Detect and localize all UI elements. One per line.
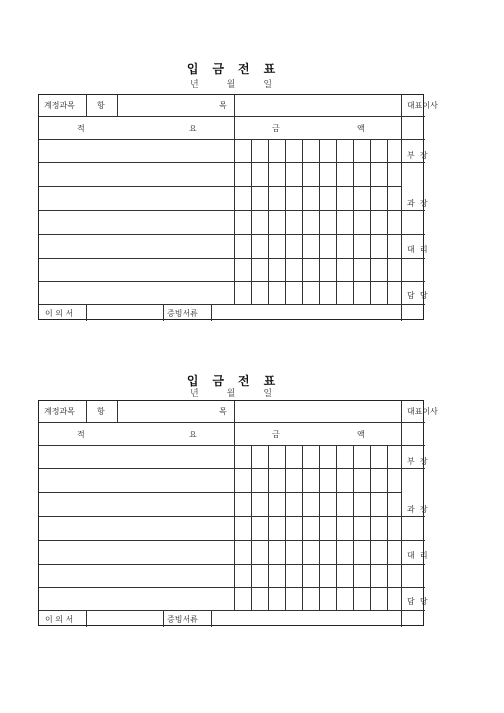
summary-label-left: 적: [77, 430, 85, 439]
approval-deputy: 대 리: [407, 551, 428, 560]
amount-label-left: 금: [272, 430, 280, 439]
sub-item-label: 목: [219, 407, 227, 416]
amount-label-right: 액: [357, 124, 365, 133]
approval-staff: 담 당: [407, 291, 428, 300]
amount-label-left: 금: [272, 124, 280, 133]
sub-item-label: 목: [219, 101, 227, 110]
account-label: 계정과목: [44, 101, 75, 110]
summary-label-left: 적: [77, 124, 85, 133]
slip-title: 입 금 전 표: [186, 62, 276, 76]
slip-date: 년 월 일: [189, 80, 273, 90]
slip-table: [38, 94, 438, 320]
summary-label-right: 요: [189, 124, 197, 133]
approval-dept-head: 부 장: [407, 151, 428, 160]
approval-dept-head: 부 장: [407, 457, 428, 466]
approval-ceo: 대표이사: [407, 101, 438, 110]
approval-ceo: 대표이사: [407, 407, 438, 416]
approval-staff: 담 당: [407, 597, 428, 606]
approval-deputy: 대 리: [407, 245, 428, 254]
slip-table: [38, 400, 438, 626]
approval-section-chief: 과 장: [407, 505, 428, 514]
account-label: 계정과목: [44, 407, 75, 416]
origin-label: 이 의 서: [45, 309, 74, 318]
summary-label-right: 요: [189, 430, 197, 439]
evidence-label: 증빙서류: [167, 309, 198, 318]
origin-label: 이 의 서: [45, 615, 74, 624]
approval-section-chief: 과 장: [407, 199, 428, 208]
slip-title: 입 금 전 표: [186, 374, 276, 388]
item-label: 항: [97, 101, 105, 110]
evidence-label: 증빙서류: [167, 615, 198, 624]
slip-date: 년 월 일: [189, 389, 273, 399]
amount-label-right: 액: [357, 430, 365, 439]
item-label: 항: [97, 407, 105, 416]
